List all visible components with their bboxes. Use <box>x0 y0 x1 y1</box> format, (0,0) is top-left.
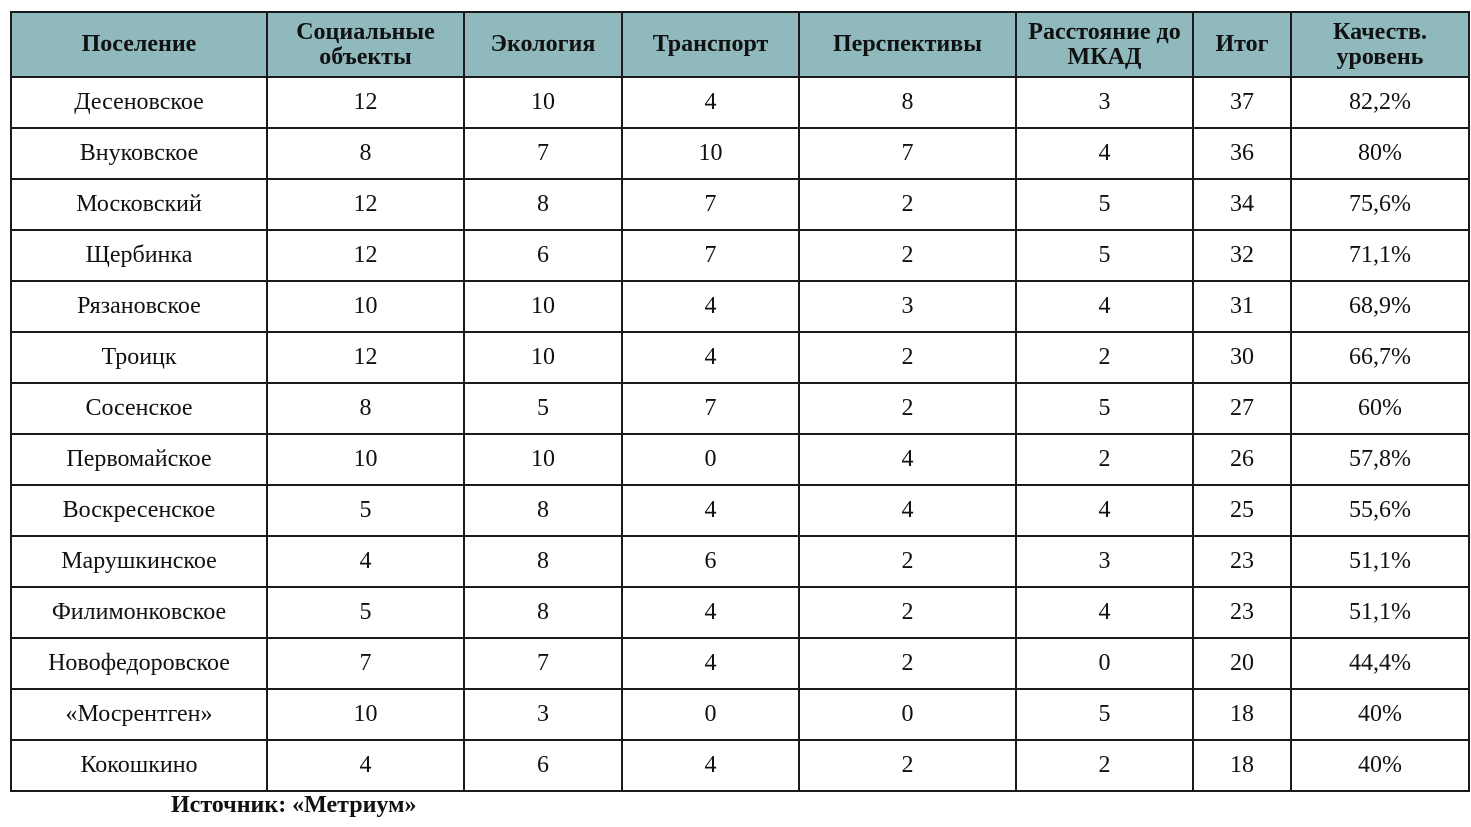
cell-social-objects: 12 <box>267 179 464 230</box>
cell-distance-mkad: 5 <box>1016 383 1193 434</box>
cell-settlement: Марушкинское <box>11 536 267 587</box>
cell-distance-mkad: 4 <box>1016 128 1193 179</box>
cell-prospects: 7 <box>799 128 1016 179</box>
table-row <box>11 332 1469 383</box>
cell-social-objects: 5 <box>267 485 464 536</box>
cell-distance-mkad: 5 <box>1016 230 1193 281</box>
cell-social-objects: 10 <box>267 281 464 332</box>
cell-total: 23 <box>1193 536 1291 587</box>
cell-transport: 4 <box>622 281 799 332</box>
table-row <box>11 230 1469 281</box>
cell-quality-level: 66,7% <box>1291 332 1469 383</box>
cell-ecology: 8 <box>464 587 622 638</box>
cell-quality-level: 82,2% <box>1291 77 1469 128</box>
table-row <box>11 434 1469 485</box>
table-row <box>11 77 1469 128</box>
header-distance-mkad: Расстояние до МКАД <box>1016 12 1193 77</box>
cell-settlement: «Мосрентген» <box>11 689 267 740</box>
cell-settlement: Внуковское <box>11 128 267 179</box>
cell-distance-mkad: 4 <box>1016 485 1193 536</box>
cell-social-objects: 5 <box>267 587 464 638</box>
cell-transport: 0 <box>622 689 799 740</box>
cell-transport: 4 <box>622 638 799 689</box>
cell-ecology: 7 <box>464 638 622 689</box>
cell-settlement: Десеновское <box>11 77 267 128</box>
cell-quality-level: 40% <box>1291 740 1469 791</box>
table-row <box>11 128 1469 179</box>
cell-quality-level: 68,9% <box>1291 281 1469 332</box>
cell-transport: 6 <box>622 536 799 587</box>
table-row <box>11 281 1469 332</box>
cell-distance-mkad: 2 <box>1016 434 1193 485</box>
cell-social-objects: 8 <box>267 383 464 434</box>
table-row <box>11 536 1469 587</box>
cell-prospects: 3 <box>799 281 1016 332</box>
cell-transport: 10 <box>622 128 799 179</box>
cell-social-objects: 4 <box>267 536 464 587</box>
settlements-rating-table <box>10 11 1470 792</box>
cell-settlement: Троицк <box>11 332 267 383</box>
table-row <box>11 179 1469 230</box>
cell-ecology: 8 <box>464 536 622 587</box>
table-row <box>11 740 1469 791</box>
table-header-row <box>11 12 1469 77</box>
cell-distance-mkad: 4 <box>1016 587 1193 638</box>
cell-social-objects: 12 <box>267 332 464 383</box>
cell-total: 37 <box>1193 77 1291 128</box>
cell-ecology: 10 <box>464 434 622 485</box>
cell-settlement: Филимонковское <box>11 587 267 638</box>
table-row <box>11 383 1469 434</box>
cell-prospects: 8 <box>799 77 1016 128</box>
cell-prospects: 4 <box>799 434 1016 485</box>
cell-transport: 7 <box>622 179 799 230</box>
cell-total: 32 <box>1193 230 1291 281</box>
cell-transport: 4 <box>622 485 799 536</box>
cell-total: 26 <box>1193 434 1291 485</box>
cell-quality-level: 71,1% <box>1291 230 1469 281</box>
cell-ecology: 3 <box>464 689 622 740</box>
cell-distance-mkad: 2 <box>1016 332 1193 383</box>
cell-quality-level: 40% <box>1291 689 1469 740</box>
cell-distance-mkad: 5 <box>1016 179 1193 230</box>
cell-settlement: Первомайское <box>11 434 267 485</box>
cell-total: 25 <box>1193 485 1291 536</box>
cell-distance-mkad: 2 <box>1016 740 1193 791</box>
cell-quality-level: 51,1% <box>1291 536 1469 587</box>
header-prospects: Перспективы <box>799 12 1016 77</box>
cell-prospects: 2 <box>799 179 1016 230</box>
cell-total: 27 <box>1193 383 1291 434</box>
table-row <box>11 638 1469 689</box>
cell-settlement: Щербинка <box>11 230 267 281</box>
cell-ecology: 10 <box>464 77 622 128</box>
cell-transport: 4 <box>622 587 799 638</box>
cell-social-objects: 10 <box>267 434 464 485</box>
cell-transport: 7 <box>622 230 799 281</box>
source-note: Источник: «Метриум» <box>171 792 417 818</box>
cell-quality-level: 51,1% <box>1291 587 1469 638</box>
cell-ecology: 10 <box>464 281 622 332</box>
cell-social-objects: 4 <box>267 740 464 791</box>
cell-ecology: 10 <box>464 332 622 383</box>
cell-quality-level: 57,8% <box>1291 434 1469 485</box>
cell-ecology: 7 <box>464 128 622 179</box>
cell-prospects: 2 <box>799 638 1016 689</box>
cell-ecology: 5 <box>464 383 622 434</box>
cell-social-objects: 8 <box>267 128 464 179</box>
cell-total: 23 <box>1193 587 1291 638</box>
table-body <box>11 77 1469 791</box>
cell-quality-level: 60% <box>1291 383 1469 434</box>
cell-distance-mkad: 5 <box>1016 689 1193 740</box>
cell-ecology: 8 <box>464 179 622 230</box>
cell-prospects: 0 <box>799 689 1016 740</box>
cell-transport: 7 <box>622 383 799 434</box>
cell-prospects: 2 <box>799 587 1016 638</box>
cell-settlement: Кокошкино <box>11 740 267 791</box>
cell-settlement: Новофедоровское <box>11 638 267 689</box>
header-transport: Транспорт <box>622 12 799 77</box>
cell-settlement: Московский <box>11 179 267 230</box>
cell-prospects: 2 <box>799 332 1016 383</box>
cell-total: 30 <box>1193 332 1291 383</box>
header-settlement: Поселение <box>11 12 267 77</box>
cell-settlement: Воскресенское <box>11 485 267 536</box>
cell-ecology: 6 <box>464 740 622 791</box>
cell-distance-mkad: 0 <box>1016 638 1193 689</box>
header-quality-level: Качеств. уровень <box>1291 12 1469 77</box>
header-total: Итог <box>1193 12 1291 77</box>
cell-transport: 4 <box>622 740 799 791</box>
cell-settlement: Рязановское <box>11 281 267 332</box>
cell-quality-level: 44,4% <box>1291 638 1469 689</box>
header-social-objects: Социальные объекты <box>267 12 464 77</box>
cell-prospects: 2 <box>799 230 1016 281</box>
table-row <box>11 587 1469 638</box>
cell-quality-level: 75,6% <box>1291 179 1469 230</box>
cell-settlement: Сосенское <box>11 383 267 434</box>
cell-total: 36 <box>1193 128 1291 179</box>
cell-total: 18 <box>1193 689 1291 740</box>
cell-prospects: 2 <box>799 536 1016 587</box>
cell-ecology: 6 <box>464 230 622 281</box>
table-row <box>11 485 1469 536</box>
cell-social-objects: 12 <box>267 77 464 128</box>
cell-prospects: 4 <box>799 485 1016 536</box>
cell-total: 20 <box>1193 638 1291 689</box>
cell-prospects: 2 <box>799 383 1016 434</box>
cell-ecology: 8 <box>464 485 622 536</box>
cell-transport: 0 <box>622 434 799 485</box>
cell-social-objects: 10 <box>267 689 464 740</box>
table-row <box>11 689 1469 740</box>
cell-quality-level: 55,6% <box>1291 485 1469 536</box>
cell-total: 34 <box>1193 179 1291 230</box>
cell-total: 18 <box>1193 740 1291 791</box>
header-ecology: Экология <box>464 12 622 77</box>
cell-transport: 4 <box>622 77 799 128</box>
cell-transport: 4 <box>622 332 799 383</box>
cell-prospects: 2 <box>799 740 1016 791</box>
cell-social-objects: 12 <box>267 230 464 281</box>
cell-distance-mkad: 3 <box>1016 77 1193 128</box>
cell-quality-level: 80% <box>1291 128 1469 179</box>
cell-total: 31 <box>1193 281 1291 332</box>
cell-distance-mkad: 4 <box>1016 281 1193 332</box>
cell-distance-mkad: 3 <box>1016 536 1193 587</box>
cell-social-objects: 7 <box>267 638 464 689</box>
